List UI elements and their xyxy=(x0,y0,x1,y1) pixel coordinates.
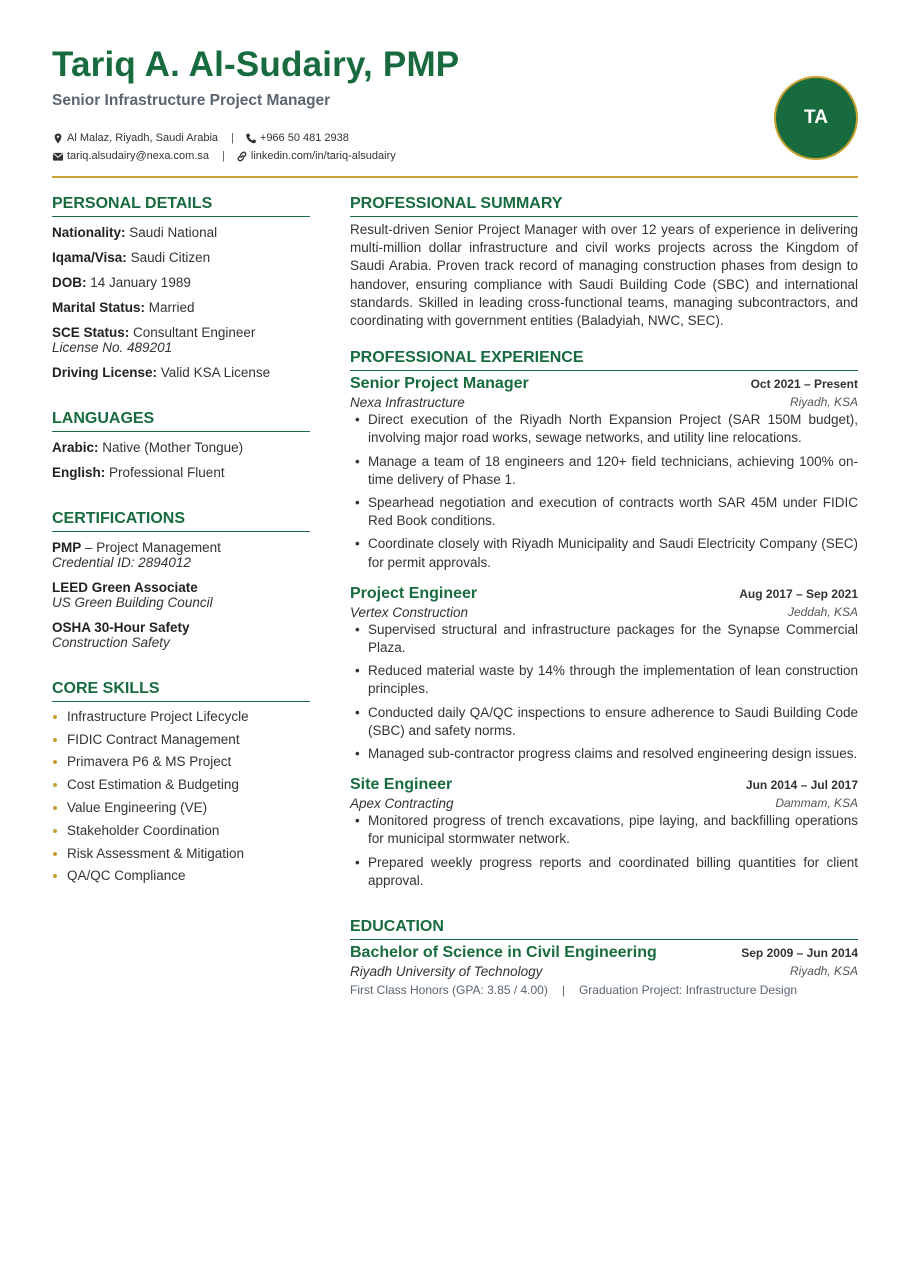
job-bullet: • Managed sub-contractor progress claims and resolved engineering design issues. xyxy=(350,745,858,763)
certification-issuer: Construction Safety xyxy=(52,635,170,650)
envelope-icon xyxy=(52,151,64,162)
detail-iqama xyxy=(52,249,310,267)
job-header xyxy=(350,585,858,603)
skill-item: QA/QC Compliance xyxy=(52,867,310,884)
job-dates: Aug 2017 – Sep 2021 xyxy=(739,586,858,601)
detail-label: DOB: xyxy=(52,275,87,290)
detail-value: Consultant Engineer xyxy=(133,325,256,340)
section-title: CERTIFICATIONS xyxy=(52,510,310,532)
education-degree: Bachelor of Science in Civil Engineering xyxy=(350,944,657,962)
job-role: Project Engineer xyxy=(350,584,478,602)
certification-issuer: US Green Building Council xyxy=(52,595,213,610)
right-column xyxy=(350,195,858,997)
candidate-title: Senior Infrastructure Project Manager xyxy=(52,92,331,109)
avatar-initials: TA xyxy=(804,107,828,128)
section-title: LANGUAGES xyxy=(52,410,310,432)
detail-value: 14 January 1989 xyxy=(90,275,191,290)
job-bullet: • Monitored progress of trench excavations, pipe laying, and backfilling operations for municipal stormwater network. xyxy=(350,812,858,848)
certifications-section xyxy=(52,510,310,650)
candidate-name: Tariq A. Al-Sudairy, PMP xyxy=(52,45,460,84)
detail-label: Driving License: xyxy=(52,365,158,380)
job-company: Apex Contracting xyxy=(350,796,454,812)
certification-name: OSHA 30-Hour Safety xyxy=(52,620,190,635)
section-title: PERSONAL DETAILS xyxy=(52,195,310,217)
job-location: Jeddah, KSA xyxy=(787,604,858,619)
phone-text: +966 50 481 2938 xyxy=(259,132,349,144)
job-subheader xyxy=(350,395,858,410)
summary-text: Result-driven Senior Project Manager with over 12 years of experience in delivering multi-million dollar infrastructure and civil works projects across the Kingdom of Saudi Arabia. Proven track record of managing construction phases from design to handover, ensuring compliance with Saudi Building Code (SBC) and international standards. Skilled in leading cross-functional teams, managing subcontractors, and coordinating with government entities (Baladyiah, NWC, SEC). xyxy=(350,222,858,329)
job-bullet: • Manage a team of 18 engineers and 120+ field technicians, achieving 100% on-time delivery of Phase 1. xyxy=(350,453,858,489)
core-skills-section xyxy=(52,680,310,884)
map-pin-icon xyxy=(52,133,64,144)
skill-item: FIDIC Contract Management xyxy=(52,731,310,748)
job-role: Senior Project Manager xyxy=(350,375,529,393)
job-bullet: • Conducted daily QA/QC inspections to ensure adherence to Saudi Building Code (SBC) and safety norms. xyxy=(350,704,858,740)
personal-details-section xyxy=(52,195,310,382)
job-location: Dammam, KSA xyxy=(775,796,858,811)
language-label: English: xyxy=(52,465,106,480)
detail-marital-status xyxy=(52,299,310,317)
job-bullets xyxy=(350,621,858,763)
skill-item: Value Engineering (VE) xyxy=(52,799,310,816)
phone-icon xyxy=(245,133,257,144)
education-project: Graduation Project: Infrastructure Design xyxy=(578,983,798,998)
certification-name: PMP xyxy=(52,540,82,555)
location-text: Al Malaz, Riyadh, Saudi Arabia xyxy=(67,132,219,144)
skill-item: Cost Estimation & Budgeting xyxy=(52,776,310,793)
language-label: Arabic: xyxy=(52,440,99,455)
detail-sce-status xyxy=(52,325,310,355)
detail-value: Married xyxy=(148,300,195,315)
job-header xyxy=(350,375,858,393)
education-details xyxy=(350,983,858,997)
education-location: Riyadh, KSA xyxy=(789,964,858,979)
job-company: Nexa Infrastructure xyxy=(350,395,465,411)
job-bullet: • Prepared weekly progress reports and coordinated billing quantities for client approval. xyxy=(350,854,858,890)
skill-item: Primavera P6 & MS Project xyxy=(52,753,310,770)
job-role: Site Engineer xyxy=(350,776,453,794)
certification-item xyxy=(52,540,310,570)
detail-label: SCE Status: xyxy=(52,325,130,340)
certification-name: LEED Green Associate xyxy=(52,580,198,595)
contact-separator: | xyxy=(231,132,234,144)
email-link[interactable]: tariq.alsudairy@nexa.com.sa xyxy=(67,150,210,162)
job-company: Vertex Construction xyxy=(350,604,469,620)
detail-label: Nationality: xyxy=(52,225,126,240)
detail-value: Saudi National xyxy=(129,225,218,240)
job-dates: Oct 2021 – Present xyxy=(750,377,858,392)
certification-issuer: Credential ID: 2894012 xyxy=(52,555,191,570)
job-entry xyxy=(350,585,858,763)
contact-row-2 xyxy=(52,150,396,162)
education-honors: First Class Honors (GPA: 3.85 / 4.00) xyxy=(350,983,548,998)
linkedin-link[interactable]: linkedin.com/in/tariq-alsudairy xyxy=(250,150,396,162)
job-bullet: • Spearhead negotiation and execution of contracts worth SAR 45M under FIDIC Red Book conditions. xyxy=(350,494,858,530)
certification-item xyxy=(52,620,310,650)
language-level: Native (Mother Tongue) xyxy=(102,440,244,455)
job-dates: Jun 2014 – Jul 2017 xyxy=(745,778,858,793)
detail-value: Valid KSA License xyxy=(160,365,271,380)
detail-value: Saudi Citizen xyxy=(130,250,211,265)
section-title: PROFESSIONAL EXPERIENCE xyxy=(350,349,858,371)
detail-dob xyxy=(52,274,310,292)
job-subheader xyxy=(350,605,858,620)
initials-avatar xyxy=(774,76,858,160)
education-section xyxy=(350,918,858,997)
certification-extra: – Project Management xyxy=(85,540,221,555)
job-location: Riyadh, KSA xyxy=(789,395,858,410)
section-title: PROFESSIONAL SUMMARY xyxy=(350,195,858,217)
language-english xyxy=(52,464,310,482)
certification-item xyxy=(52,580,310,610)
contact-row-1 xyxy=(52,132,349,144)
education-subheader xyxy=(350,964,858,979)
job-bullet: • Direct execution of the Riyadh North Expansion Project (SAR 150M budget), involving major road works, sewage networks, and utility line relocations. xyxy=(350,411,858,447)
language-arabic xyxy=(52,439,310,457)
link-icon xyxy=(236,151,248,162)
skills-list xyxy=(52,708,310,885)
job-bullets xyxy=(350,812,858,890)
summary-section xyxy=(350,195,858,330)
detail-nationality xyxy=(52,224,310,242)
job-subheader xyxy=(350,796,858,811)
job-header xyxy=(350,776,858,794)
section-title: EDUCATION xyxy=(350,918,858,940)
resume-header xyxy=(52,44,858,174)
education-separator: | xyxy=(561,983,565,998)
detail-label: Iqama/Visa: xyxy=(52,250,127,265)
job-entry xyxy=(350,375,858,572)
job-entry xyxy=(350,776,858,890)
header-divider xyxy=(52,176,858,178)
contact-separator: | xyxy=(222,150,225,162)
left-column xyxy=(52,195,310,884)
education-dates: Sep 2009 – Jun 2014 xyxy=(741,946,858,961)
job-bullet: • Reduced material waste by 14% through the implementation of lean construction principles. xyxy=(350,662,858,698)
job-bullets xyxy=(350,411,858,572)
education-school: Riyadh University of Technology xyxy=(350,964,543,980)
experience-section xyxy=(350,349,858,890)
skill-item: Risk Assessment & Mitigation xyxy=(52,845,310,862)
detail-driving-license xyxy=(52,364,310,382)
education-header xyxy=(350,944,858,962)
language-level: Professional Fluent xyxy=(109,465,225,480)
skill-item: Infrastructure Project Lifecycle xyxy=(52,708,310,725)
section-title: CORE SKILLS xyxy=(52,680,310,702)
detail-note: License No. 489201 xyxy=(52,340,173,355)
job-bullet: • Supervised structural and infrastructure packages for the Synapse Commercial Plaza. xyxy=(350,621,858,657)
languages-section xyxy=(52,410,310,482)
detail-label: Marital Status: xyxy=(52,300,146,315)
skill-item: Stakeholder Coordination xyxy=(52,822,310,839)
job-bullet: • Coordinate closely with Riyadh Municipality and Saudi Electricity Company (SEC) for permit approvals. xyxy=(350,535,858,571)
